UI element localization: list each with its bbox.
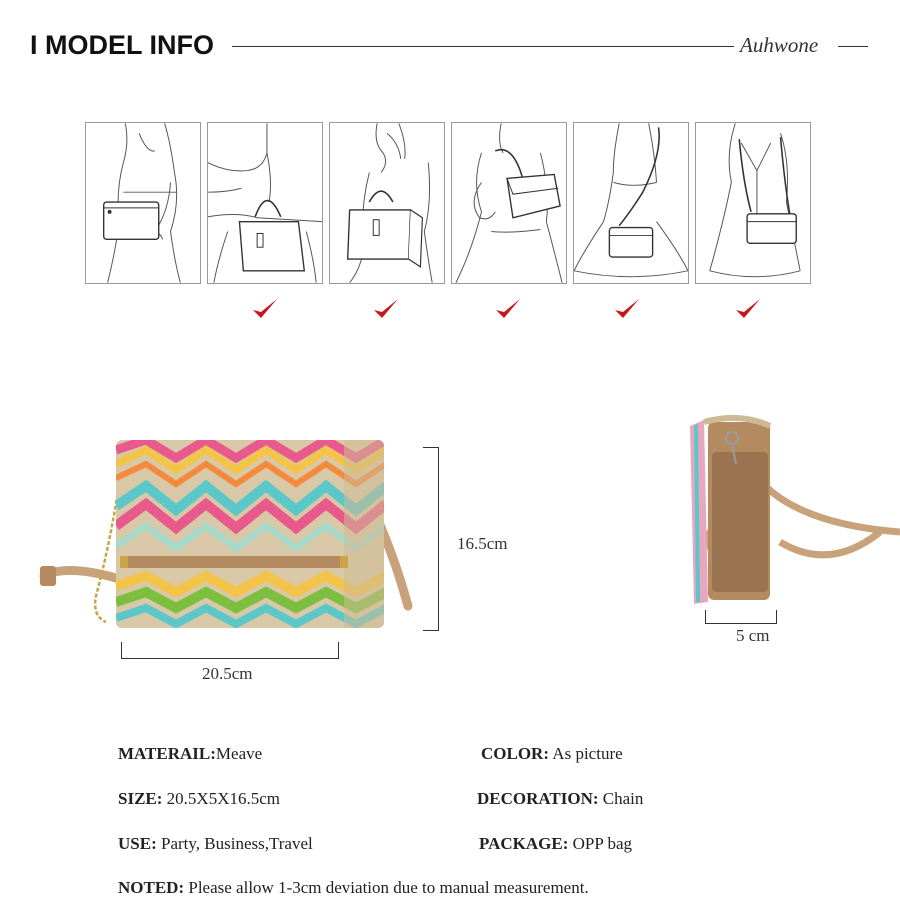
spec-package-label: PACKAGE: [479,834,569,853]
spec-size [118,789,280,809]
height-dimension-top [423,447,439,448]
width-label: 20.5cm [202,664,253,683]
check-icon [251,296,279,322]
width-dimension-right [338,642,339,659]
model-panel-tote [329,122,445,284]
spec-use [118,834,313,854]
spec-size-value: 20.5X5X16.5cm [162,789,280,808]
spec-size-label: SIZE: [118,789,163,808]
model-panel-shoulder [451,122,567,284]
model-clutch-illustration [86,123,200,283]
width-dimension-line [121,658,339,659]
spec-package [479,834,632,854]
spec-material-value: Meave [215,744,263,763]
check-icon [494,296,522,322]
depth-dimension-right [776,610,777,624]
model-tote-illustration [330,123,444,283]
model-top-handle-illustration [208,123,322,283]
spec-noted-label: NOTED: [118,878,185,897]
model-crossbody-side-illustration [696,123,810,283]
bag-side-image [660,412,900,612]
spec-decoration-value: Chain [598,789,644,808]
spec-noted [118,878,589,898]
height-dimension-line [438,447,439,631]
brand-divider [838,46,868,47]
check-icon [734,296,762,322]
height-dimension-bottom [423,630,439,631]
spec-decoration-label: DECORATION: [477,789,599,808]
spec-color-label: COLOR: [481,744,549,763]
spec-use-label: USE: [118,834,157,853]
bag-front-image [36,436,446,636]
depth-label: 5 cm [736,626,770,645]
height-label: 16.5cm [457,534,508,553]
check-icon [372,296,400,322]
width-dimension-left [121,642,122,659]
brand-name: Auhwone [740,33,819,57]
spec-noted-value: Please allow 1-3cm deviation due to manual measurement. [184,878,589,897]
spec-material [118,744,262,764]
page-title: I MODEL INFO [30,30,215,60]
model-panel-clutch [85,122,201,284]
spec-decoration [477,789,643,809]
model-panel-top-handle [207,122,323,284]
spec-package-value: OPP bag [568,834,633,853]
model-shoulder-illustration [452,123,566,283]
spec-material-label: MATERAIL: [118,744,216,763]
depth-dimension-left [705,610,706,624]
model-panel-crossbody-side [695,122,811,284]
spec-use-value: Party, Business,Travel [156,834,313,853]
model-panel-crossbody-front [573,122,689,284]
spec-color-value: As picture [549,744,623,763]
check-icon [613,296,641,322]
spec-color [481,744,623,764]
model-crossbody-front-illustration [574,123,688,283]
depth-dimension-line [705,623,777,624]
title-divider [232,46,734,47]
